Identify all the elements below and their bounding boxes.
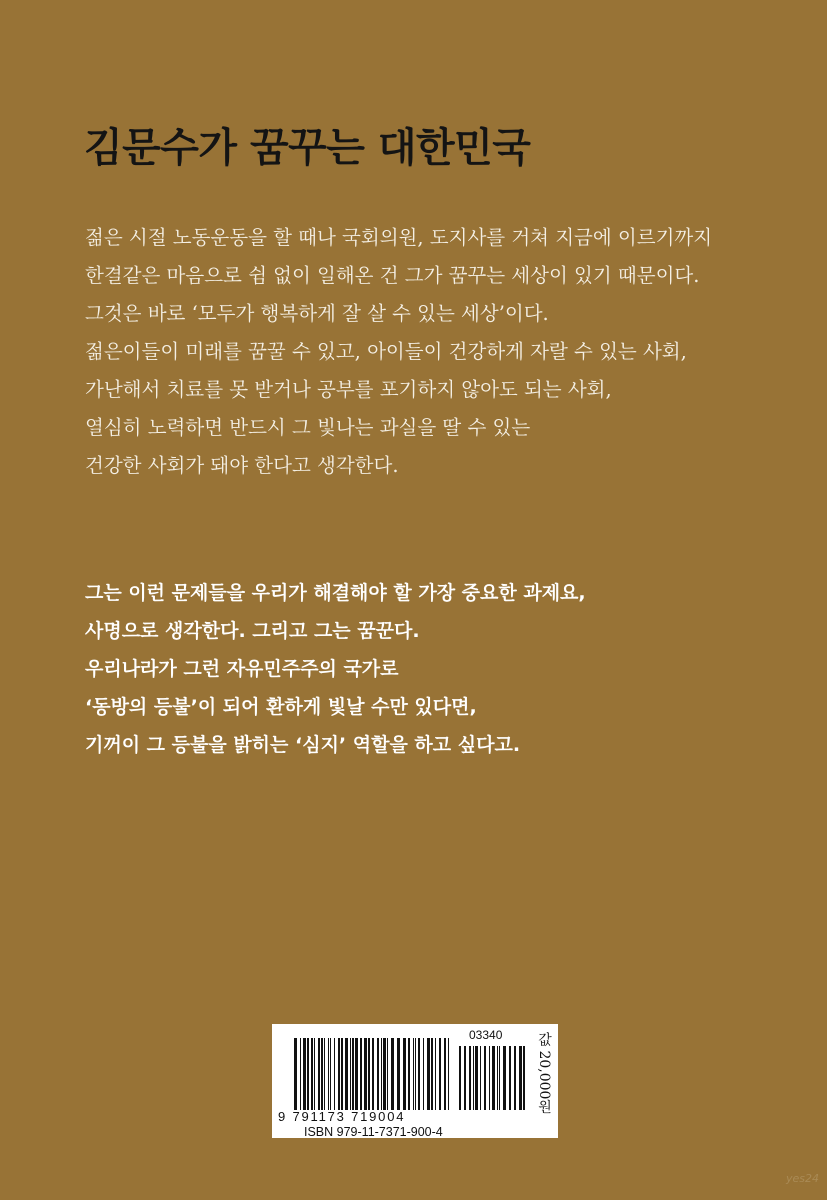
text-line: 젊은 시절 노동운동을 할 때나 국회의원, 도지사를 거쳐 지금에 이르기까지: [85, 226, 713, 249]
text-line: 사명으로 생각한다. 그리고 그는 꿈꾼다.: [85, 620, 420, 642]
text-line: 한결같은 마음으로 쉼 없이 일해온 건 그가 꿈꾸는 세상이 있기 때문이다.: [85, 264, 700, 287]
barcode-digits: 9 791173 719004: [278, 1109, 406, 1124]
text-line: 기꺼이 그 등불을 밝히는 ‘심지’ 역할을 하고 싶다고.: [85, 734, 521, 756]
text-line: 그는 이런 문제들을 우리가 해결해야 할 가장 중요한 과제요,: [85, 582, 586, 604]
text-line: 우리나라가 그런 자유민주주의 국가로: [85, 658, 399, 680]
book-title: 김문수가 꿈꾸는 대한민국: [84, 125, 531, 171]
intro-paragraph: [85, 219, 712, 485]
text-line: 젊은이들이 미래를 꿈꿀 수 있고, 아이들이 건강하게 자랄 수 있는 사회,: [85, 340, 687, 363]
highlight-paragraph: [85, 574, 586, 764]
price-label: 값 20,000원: [536, 1032, 552, 1114]
addon-code: 03340: [469, 1028, 503, 1042]
isbn-number: ISBN 979-11-7371-900-4: [304, 1125, 443, 1139]
barcode-addon-icon: [459, 1046, 529, 1110]
watermark: yes24: [786, 1172, 820, 1185]
barcode-main-icon: [294, 1038, 454, 1110]
text-line: 열심히 노력하면 반드시 그 빛나는 과실을 딸 수 있는: [85, 416, 531, 439]
text-line: 가난해서 치료를 못 받거나 공부를 포기하지 않아도 되는 사회,: [85, 378, 612, 401]
text-line: 건강한 사회가 돼야 한다고 생각한다.: [85, 454, 399, 477]
text-line: 그것은 바로 ‘모두가 행복하게 잘 살 수 있는 세상’이다.: [85, 302, 549, 325]
text-line: ‘동방의 등불’이 되어 환하게 빛날 수만 있다면,: [85, 696, 477, 718]
barcode-panel: [272, 1024, 558, 1138]
